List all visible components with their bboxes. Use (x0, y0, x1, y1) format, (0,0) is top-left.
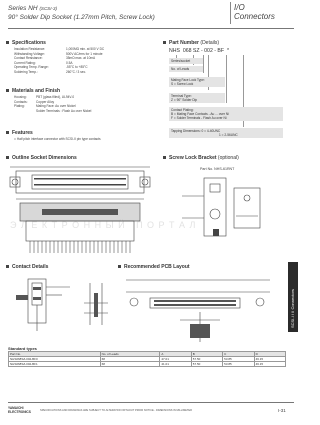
watermark: Э Л Е К Т Р О Н Н Ы Й П О Р Т А Л (10, 220, 197, 230)
footer-notice: SPECIFICATIONS AND DRAWINGS ARE SUBJECT TO ALTERATION WITHOUT PRIOR NOTICE - DIMENSIONS IN MILLIMETER (40, 409, 193, 412)
table-header-cell: D (254, 352, 285, 357)
product-subtitle: 90° Solder Dip Socket (8, 14, 72, 21)
features-title: Features (12, 130, 33, 136)
specifications-list (14, 47, 104, 75)
screw-lock-bullet-icon (163, 156, 166, 159)
contact-details-title: Contact Details (12, 264, 49, 270)
table-cell: 46.15 (254, 362, 285, 367)
features-list (14, 137, 101, 142)
spec-row: Insulation Resistance: 1,000MΩ min. at 500 V DC (14, 47, 105, 51)
specifications-bullet-icon (6, 41, 9, 44)
series-note: (SCSI-3) (39, 6, 57, 11)
material-row: Contacts: Copper Alloy (14, 99, 55, 104)
standard-types-table (8, 351, 286, 367)
standard-types-title: Standard types (8, 346, 37, 351)
pn-field-leads: No. of Leads (169, 66, 203, 72)
table-cell: 47.01 (160, 357, 191, 362)
material-row: Housing: PBT (glass filled), UL94V-0 (14, 95, 75, 99)
pn-tick (203, 55, 204, 73)
table-cell: 41.01 (160, 362, 191, 367)
table-cell: 46.15 (254, 357, 285, 362)
side-tab-label: SCSI-I / II Connectors (290, 289, 295, 328)
company-logo: YAMAICHI ELECTRONICS (8, 406, 31, 414)
part-number-code: NHS 068 SZ - 002 - BF * (169, 48, 229, 54)
table-cell: 53.85 (223, 362, 254, 367)
pcb-layout-drawing (120, 272, 280, 347)
table-cell: NHS068SZ-002-BF1 (9, 362, 101, 367)
category-line-1: I/O (234, 3, 245, 12)
pn-field-series: Series/socket (169, 58, 203, 64)
header-rule (8, 28, 294, 29)
screw-lock-part-number: Part No. NHS-61RNT (200, 167, 235, 171)
table-cell: NHS068SZ-002-BF0 (9, 357, 101, 362)
page-number: I-31 (278, 408, 286, 413)
table-header-cell: No. of Leads (100, 352, 160, 357)
table-header-cell: C (223, 352, 254, 357)
screw-lock-title: Screw Lock Bracket (169, 155, 217, 161)
header (8, 3, 228, 29)
outline-dimensions-drawing (6, 163, 156, 258)
spec-row: Current Rating: 0.5A (14, 60, 73, 65)
outline-title: Outline Socket Dimensions (12, 155, 77, 161)
pcb-layout-bullet-icon (118, 265, 121, 268)
screw-lock-drawing (174, 174, 274, 244)
side-tab (288, 262, 298, 332)
category-label (234, 3, 275, 21)
part-number-title: Part Number (169, 40, 200, 46)
material-row: Plating: Mating Face: Au over Nickel (14, 104, 76, 109)
spec-row: Operating Temp. Range: -55°C to +85°C (14, 65, 88, 70)
specifications-title: Specifications (12, 40, 46, 46)
table-header-cell: A (160, 352, 191, 357)
table-cell: 68 (100, 362, 160, 367)
table-row (9, 362, 286, 367)
outline-bullet-icon (6, 156, 9, 159)
materials-bullet-icon (6, 89, 9, 92)
product-subtitle-note: (1.27mm Pitch, Screw Lock) (73, 14, 155, 21)
pn-field-terminal-type: Terminal Type: Z = 90° Solder Dip (169, 93, 225, 103)
part-number-title-note: (Details) (200, 40, 220, 46)
features-bullet-icon (6, 131, 9, 134)
screw-lock-note: (optional) (217, 155, 239, 161)
table-cell: 57.50 (191, 357, 222, 362)
header-divider (230, 2, 231, 24)
pn-field-plating: Contact Plating: B = Mating Face Contacts - Au ... over Ni F = Solder Terminals - Flash Au over Ni (169, 107, 283, 121)
spec-row: Contact Resistance: 35mΩ max. at 10mA (14, 56, 96, 61)
part-number-bullet-icon (163, 41, 166, 44)
spec-row: Soldering Temp.: 260°C / 3 sec. (14, 69, 87, 74)
pn-field-lock-type: Mating Face Lock Type: S = Screw Lock (169, 77, 225, 87)
table-cell: 68 (100, 357, 160, 362)
table-header-cell: Part No. (9, 352, 101, 357)
materials-title: Materials and Finish (12, 88, 61, 94)
pcb-layout-title: Recommended PCB Layout (124, 264, 190, 270)
material-row: Solder Terminals : Flash Au over Nickel (36, 108, 92, 113)
table-cell: 57.50 (191, 362, 222, 367)
pn-tick (226, 55, 227, 103)
pn-field-tapping: Tapping Dimensions: 0 = 4-40UNC 1 = 2-56UNC (169, 128, 283, 138)
category-line-2: Connectors (234, 12, 275, 21)
materials-list (14, 95, 91, 113)
table-header-cell: B (191, 352, 222, 357)
table-cell: 53.85 (223, 357, 254, 362)
spec-row: Withstanding Voltage: 500V AC/rms for 1 minute (14, 51, 103, 56)
footer-rule (8, 402, 294, 403)
series-title: Series NH (8, 5, 38, 12)
feature-item: □ Half pitch interface connector with SCSI-II pin type contacts (14, 137, 101, 141)
contact-details-bullet-icon (6, 265, 9, 268)
